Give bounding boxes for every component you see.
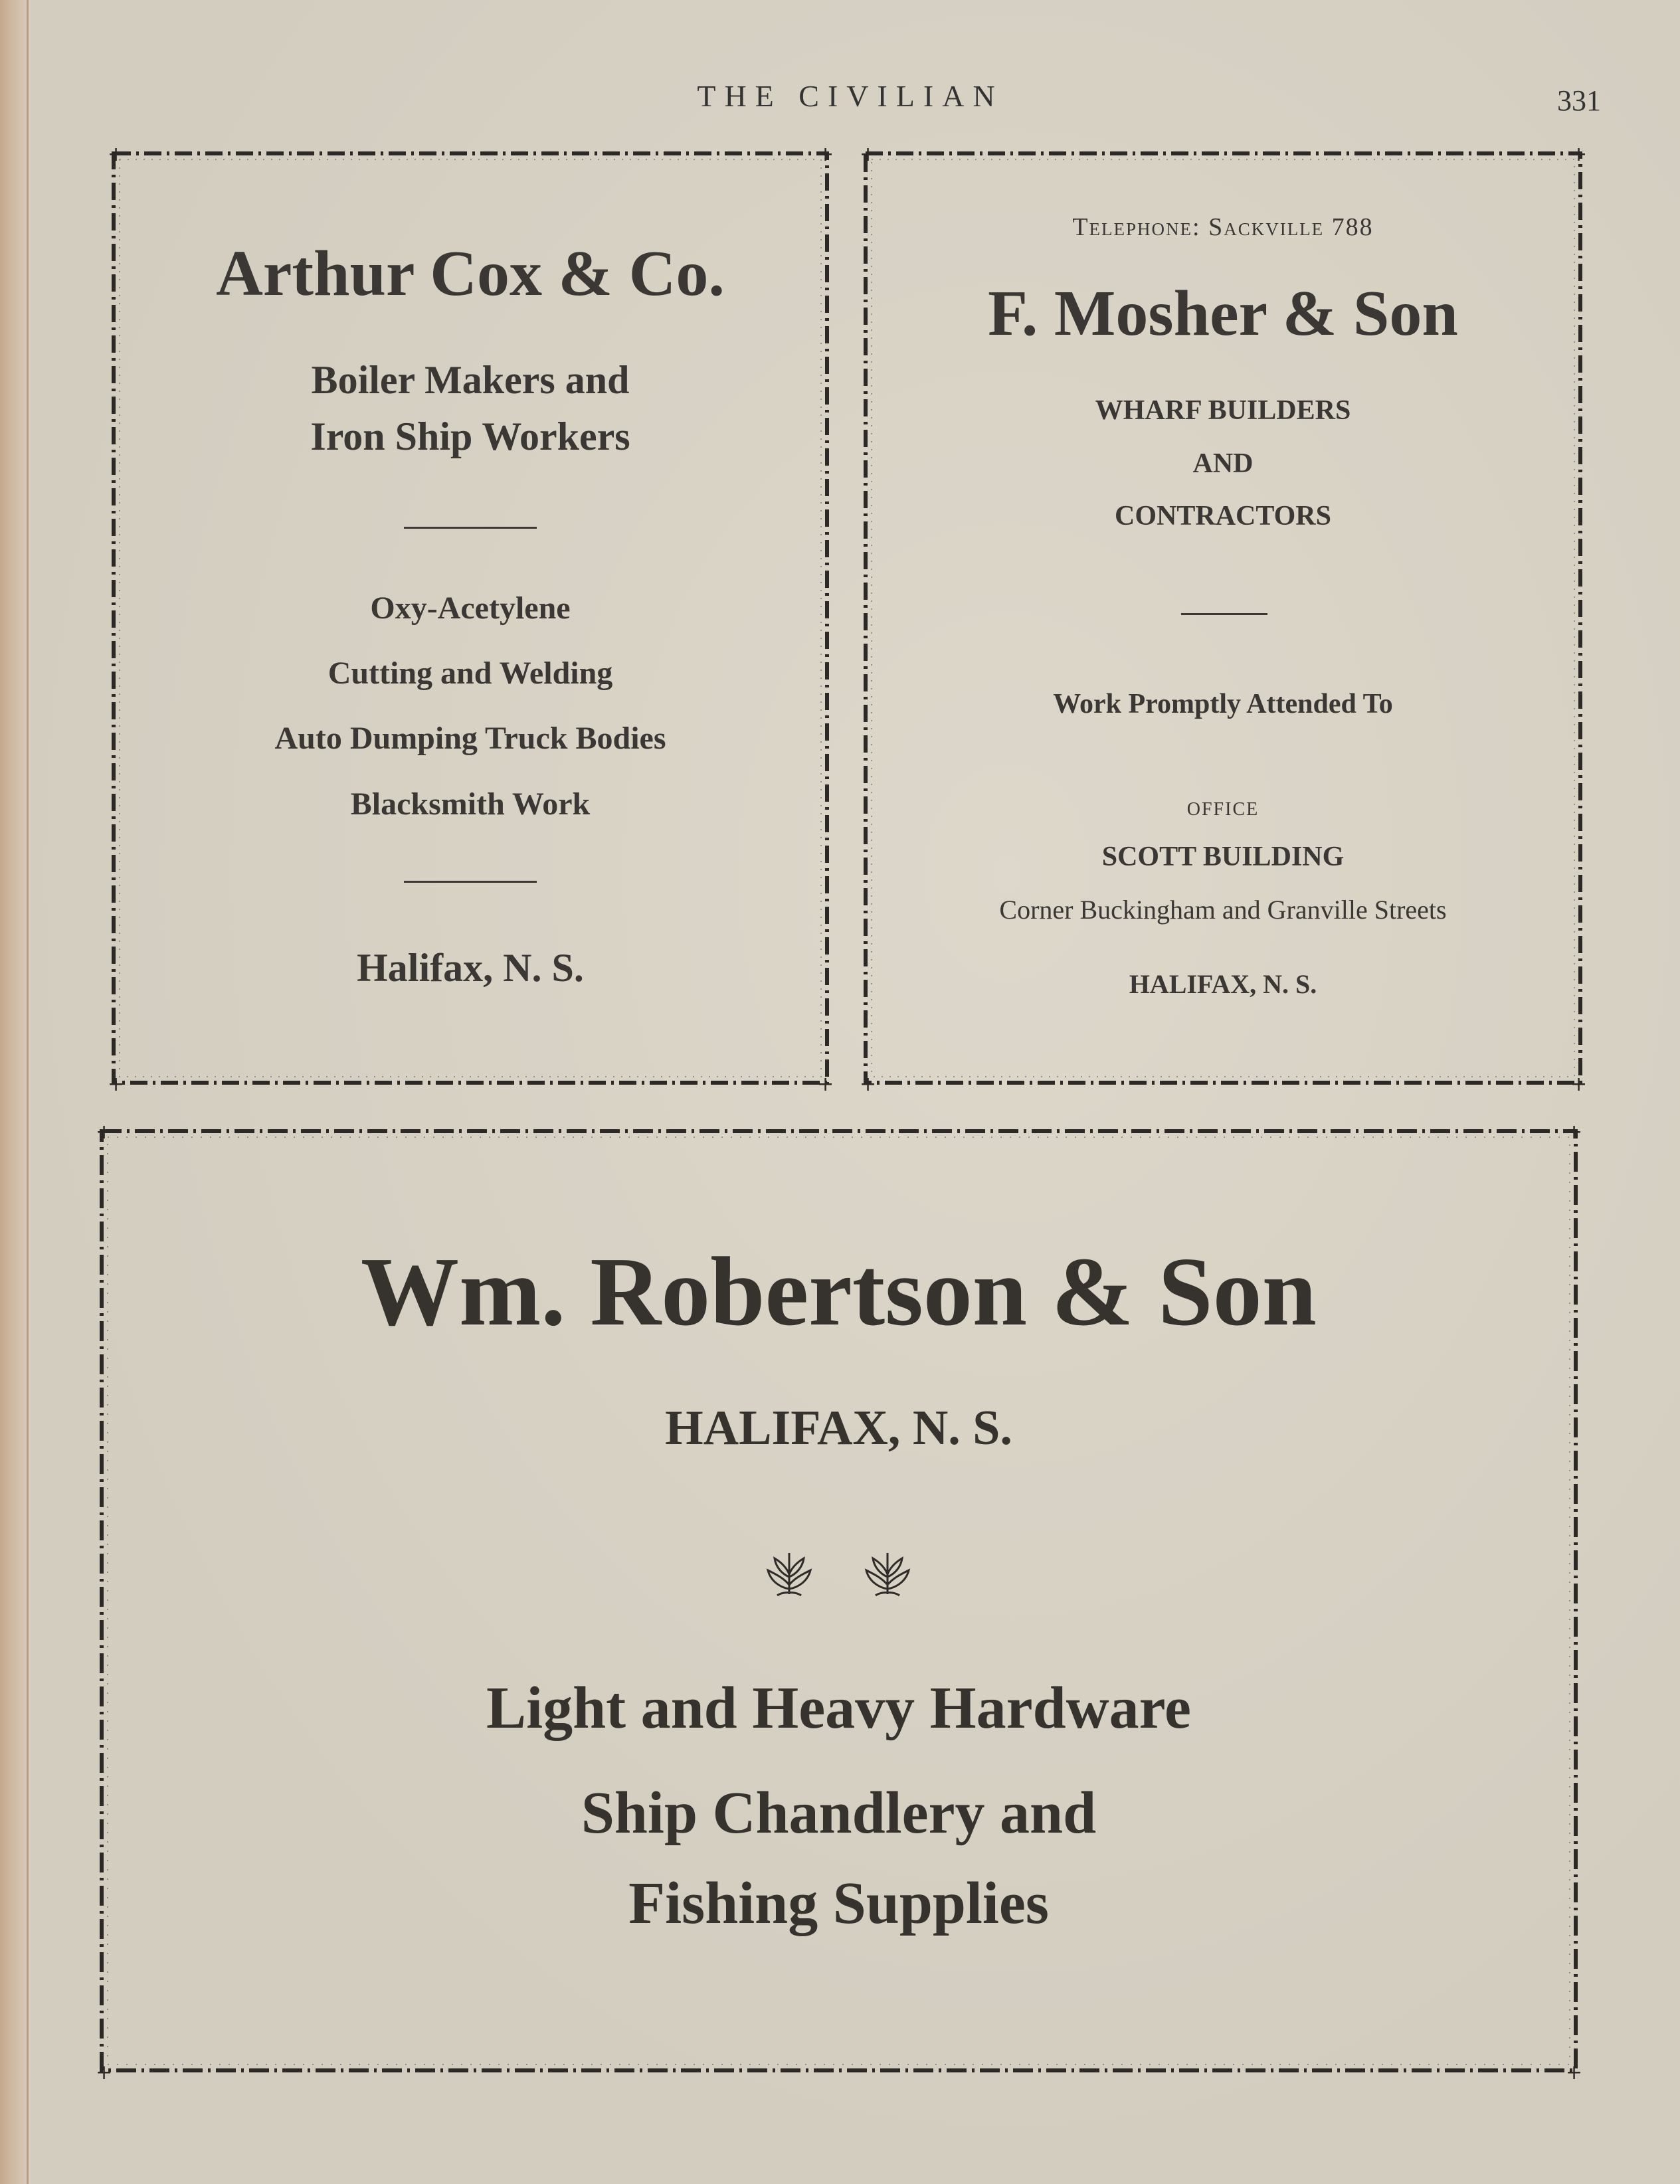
telephone-line: Telephone: Sackville 788 <box>1072 213 1374 241</box>
svg-text:+: + <box>817 143 834 166</box>
company-name: Arthur Cox & Co. <box>216 238 725 310</box>
svg-text:+: + <box>96 2061 113 2084</box>
company-name: Wm. Robertson & Son <box>361 1237 1317 1346</box>
svg-text:+: + <box>860 1073 877 1096</box>
ad-arthur-cox <box>108 143 834 1096</box>
page-number: 331 <box>1557 84 1601 117</box>
business-line: WHARF BUILDERS <box>1095 395 1351 426</box>
business-line: CONTRACTORS <box>1115 501 1331 531</box>
leaf-ornament-icon <box>764 1548 814 1598</box>
divider-rule <box>404 881 537 883</box>
leaf-ornament-icon <box>862 1548 913 1598</box>
service-item: Auto Dumping Truck Bodies <box>274 721 666 756</box>
svg-text:+: + <box>817 1073 834 1096</box>
city-line: HALIFAX, N. S. <box>1129 969 1317 999</box>
tagline-line-2: Iron Ship Workers <box>310 414 630 458</box>
svg-text:+: + <box>108 143 125 166</box>
publication-title: THE CIVILIAN <box>697 79 1004 113</box>
service-item: Oxy-Acetylene <box>370 591 571 626</box>
service-item: Blacksmith Work <box>350 786 591 822</box>
divider-rule <box>404 527 537 529</box>
city-line: Halifax, N. S. <box>357 946 584 990</box>
divider-rule <box>1181 613 1267 615</box>
work-notice: Work Promptly Attended To <box>1053 689 1393 719</box>
office-address: Corner Buckingham and Granville Streets <box>999 895 1447 925</box>
office-building: SCOTT BUILDING <box>1101 842 1345 872</box>
city-line: HALIFAX, N. S. <box>665 1401 1012 1455</box>
svg-text:+: + <box>96 1121 113 1144</box>
service-item: Cutting and Welding <box>327 656 613 691</box>
svg-text:+: + <box>1566 2061 1583 2084</box>
svg-text:+: + <box>1570 143 1588 166</box>
tagline-line-1: Boiler Makers and <box>311 358 630 402</box>
ad-wm-robertson <box>96 1121 1583 2084</box>
svg-text:+: + <box>1566 1121 1583 1144</box>
company-name: F. Mosher & Son <box>988 278 1458 349</box>
office-label: OFFICE <box>1186 799 1260 820</box>
svg-text:+: + <box>860 143 877 166</box>
product-line: Fishing Supplies <box>628 1870 1049 1936</box>
svg-text:+: + <box>108 1073 125 1096</box>
business-line: AND <box>1192 448 1254 479</box>
binding-line <box>27 0 29 2184</box>
ad-f-mosher <box>860 143 1588 1096</box>
product-line: Ship Chandlery and <box>581 1780 1097 1846</box>
svg-text:+: + <box>1570 1073 1588 1096</box>
product-line: Light and Heavy Hardware <box>486 1675 1191 1741</box>
